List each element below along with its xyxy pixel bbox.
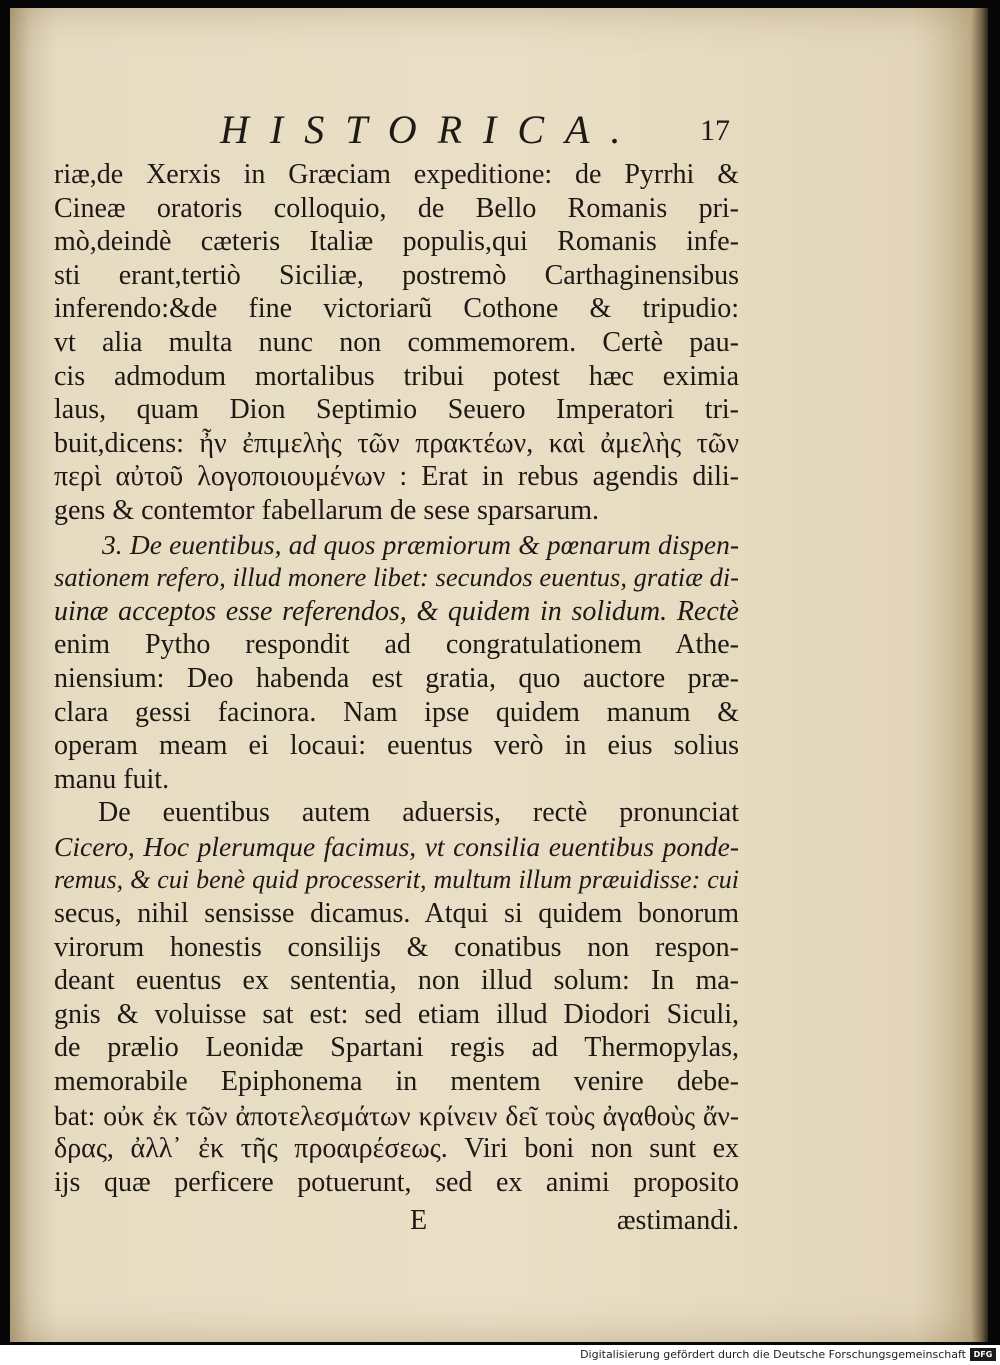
book-page: [10, 8, 970, 1342]
text-line: gens & contemtor fabellarum de sese sparsarum.: [54, 494, 600, 526]
text-line: niensium: Deo habenda est gratia, quo auctore præ-: [54, 662, 739, 694]
text-line: manu fuit.: [54, 763, 170, 795]
text-line: gnis & voluisse sat est: sed etiam illud Diodori Siculi,: [54, 998, 739, 1030]
text-line: vt alia multa nunc non commemorem. Certè pau-: [54, 326, 739, 358]
signature-mark: E: [410, 1205, 428, 1236]
text-line: ijs quæ perficere potuerunt, sed ex animi proposito: [54, 1166, 739, 1198]
text-line: sti erant,tertiò Siciliæ, postremò Carthaginensibus: [54, 259, 739, 291]
text-line: virorum honestis consilijs & conatibus non respon-: [54, 931, 739, 963]
text-line: sationem refero, illud monere libet: secundos euentus, gratiæ di-: [54, 562, 739, 593]
text-line: clara gessi facinora. Nam ipse quidem manum &: [54, 696, 739, 728]
running-title: HISTORICA.: [220, 107, 642, 152]
page-number: 17: [700, 114, 730, 147]
text-line: secus, nihil sensisse dicamus. Atqui si quidem bonorum: [54, 898, 739, 930]
text-line: buit,dicens: ἦν ἐπιμελὴς τῶν πρακτέων, καὶ ἀμελὴς τῶν: [54, 427, 739, 459]
text-line: deant euentus ex sententia, non illud solum: In ma-: [54, 965, 739, 997]
text-line: mò,deindè cæteris Italiæ populis,qui Romanis infe-: [54, 226, 739, 258]
funding-credit: Digitalisierung gefördert durch die Deutsche Forschungsgemeinschaft: [580, 1348, 966, 1361]
dfg-logo: DFG: [970, 1348, 996, 1361]
text-line: cis admodum mortalibus tribui potest hæc eximia: [54, 360, 739, 392]
page-header: [10, 104, 970, 154]
text-line: Cineæ oratoris colloquio, de Bello Romanis pri-: [54, 192, 739, 224]
text-line: 3. De euentibus, ad quos præmiorum & pœnarum dispen-: [102, 528, 739, 560]
text-line: remus, & cui benè quid processerit, multum illum præuidisse: cui: [54, 865, 739, 895]
text-line: riæ,de Xerxis in Græciam expeditione: de Pyrrhi &: [54, 159, 739, 190]
text-line: δρας, ἀλλ᾽ ἐκ τῆς προαιρέσεως. Viri boni non sunt ex: [54, 1133, 739, 1165]
text-line: laus, quam Dion Septimio Seuero Imperatori tri-: [54, 394, 739, 426]
text-line: enim Pytho respondit ad congratulationem Athe-: [54, 629, 739, 661]
body-text: [54, 158, 739, 1199]
text-line: de prælio Leonidæ Spartani regis ad Thermopylas,: [54, 1032, 739, 1064]
text-line: bat: οὐκ ἐκ τῶν ἀποτελεσμάτων κρίνειν δεῖ τοὺς ἀγαθοὺς ἄν-: [54, 1099, 739, 1131]
signature-line: [54, 1205, 739, 1241]
text-line: De euentibus autem aduersis, rectè pronunciat: [98, 797, 739, 829]
text-line: inferendo:&de fine victoriarũ Cothone & tripudio:: [54, 293, 739, 325]
catchword: æstimandi.: [616, 1205, 739, 1236]
text-line: περὶ αὐτοῦ λογοποιουμένων : Erat in rebus agendis dili-: [54, 461, 739, 493]
text-line: memorabile Epiphonema in mentem venire debe-: [54, 1066, 739, 1098]
text-line: uinæ acceptos esse referendos, & quidem in solidum. Rectè: [54, 595, 739, 627]
footer-bar: [0, 1345, 1000, 1365]
text-line: Cicero, Hoc plerumque facimus, vt consilia euentibus ponde-: [54, 830, 739, 862]
page-edge: [970, 8, 988, 1342]
text-line: operam meam ei locaui: euentus verò in eius solius: [54, 730, 739, 762]
